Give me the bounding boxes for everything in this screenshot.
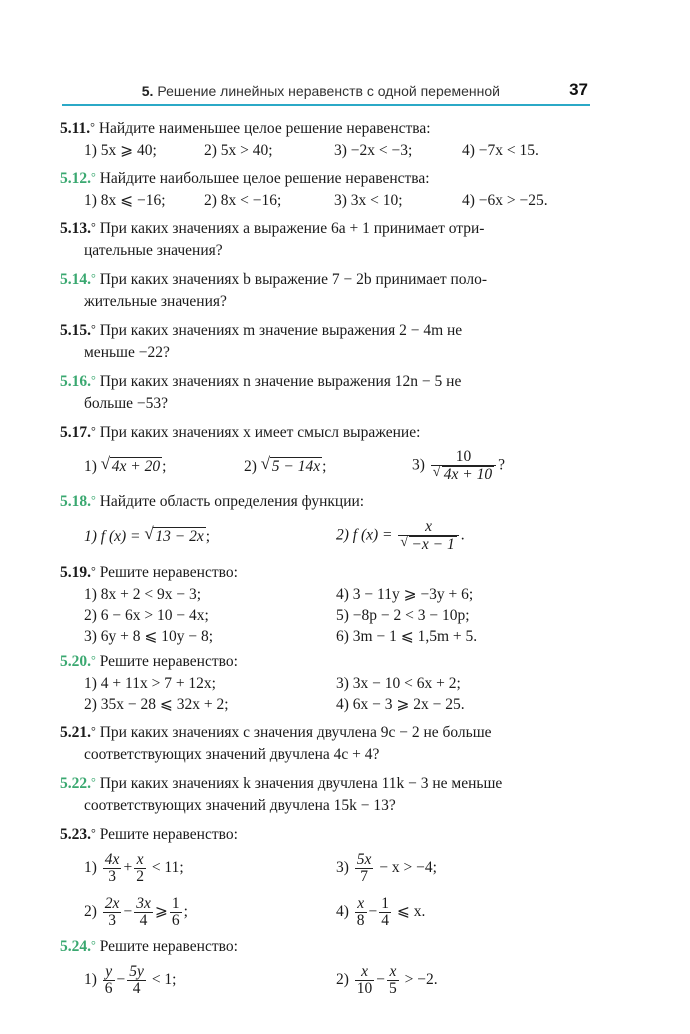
problem-5-20-options: 1) 4 + 11x > 7 + 12x; 3) 3x − 10 < 6x + 2; 2) 35x − 28 ⩽ 32x + 2; 4) 6x − 3 ⩾ 2x − 25.	[84, 675, 465, 713]
section-number: 5.	[141, 83, 154, 99]
page-header	[62, 80, 590, 104]
problem-5-12: 5.12.° Найдите наибольшее целое решение неравенства:	[60, 170, 430, 187]
problem-5-23-row2: 2) $\frac{2x}{3}$ − $\frac{3x}{4}$ ⩾ $\frac{1}{6}$ ; 4) $\frac{x}{8}$ − $\frac{1}{4}$ ⩽ x.	[84, 894, 426, 929]
problem-5-23-row1: 1) $\frac{4x}{3}$ + $\frac{x}{2}$ < 11; 3) $\frac{5x}{7}$ − x > −4;	[84, 850, 437, 885]
problem-5-14: 5.14.° При каких значениях b выражение 7 − 2b принимает поло- жительные значения?	[60, 271, 487, 310]
problem-5-19: 5.19.° Решите неравенство:	[60, 564, 238, 581]
problem-5-18-options: 1) f (x) = √ 13 − 2x ; 2) f (x) = x √ −x − 1 .	[84, 518, 465, 553]
problem-5-11-options: 1) 5x ⩾ 40; 2) 5x > 40; 3) −2x < −3; 4) −7x < 15.	[84, 142, 539, 159]
problem-5-18: 5.18.° Найдите область определения функции:	[60, 493, 365, 510]
problem-5-15: 5.15.° При каких значениях m значение выражения 2 − 4m не меньше −22?	[60, 322, 463, 361]
problem-5-12-options: 1) 8x ⩽ −16; 2) 8x < −16; 3) 3x < 10; 4) −6x > −25.	[84, 192, 548, 209]
problem-5-22: 5.22.° При каких значениях k значения двучлена 11k − 3 не меньше соответствующих значений двучлена 15k − 13?	[60, 775, 503, 814]
header-rule	[62, 104, 590, 106]
problem-5-17-options: 1) √ 4x + 20 ; 2) √ 5 − 14x ; 3) 10 √ 4x + 10 ?	[84, 448, 506, 483]
problem-5-24: 5.24.° Решите неравенство:	[60, 938, 238, 955]
problem-5-11: 5.11.° Найдите наименьшее целое решение неравенства:	[60, 120, 431, 137]
problem-5-23: 5.23.° Решите неравенство:	[60, 826, 238, 843]
problem-5-16: 5.16.° При каких значениях n значение выражения 12n − 5 не больше −53?	[60, 373, 462, 412]
problem-5-21: 5.21.° При каких значениях c значения двучлена 9c − 2 не больше соответствующих значений двучлена 4c + 4?	[60, 724, 492, 763]
page-number: 37	[569, 80, 588, 99]
problem-5-13: 5.13.° При каких значениях a выражение 6a + 1 принимает отри- цательные значения?	[60, 220, 485, 259]
section-title: 5. Решение линейных неравенств с одной переменной	[141, 83, 500, 99]
problem-5-17: 5.17.° При каких значениях x имеет смысл выражение:	[60, 424, 421, 441]
problems	[60, 118, 590, 1002]
problem-5-24-row1: 1) $\frac{y}{6}$ − $\frac{5y}{4}$ < 1; 2) $\frac{x}{10}$ − $\frac{x}{5}$ > −2.	[84, 962, 438, 997]
problem-5-20: 5.20.° Решите неравенство:	[60, 653, 238, 670]
problem-5-19-options: 1) 8x + 2 < 9x − 3; 4) 3 − 11y ⩾ −3y + 6; 2) 6 − 6x > 10 − 4x; 5) −8p − 2 < 3 − 10p; 3) 6y + 8 ⩽ 10y − 8; 6) 3m − 1 ⩽ 1,5m + 5.	[84, 586, 478, 645]
